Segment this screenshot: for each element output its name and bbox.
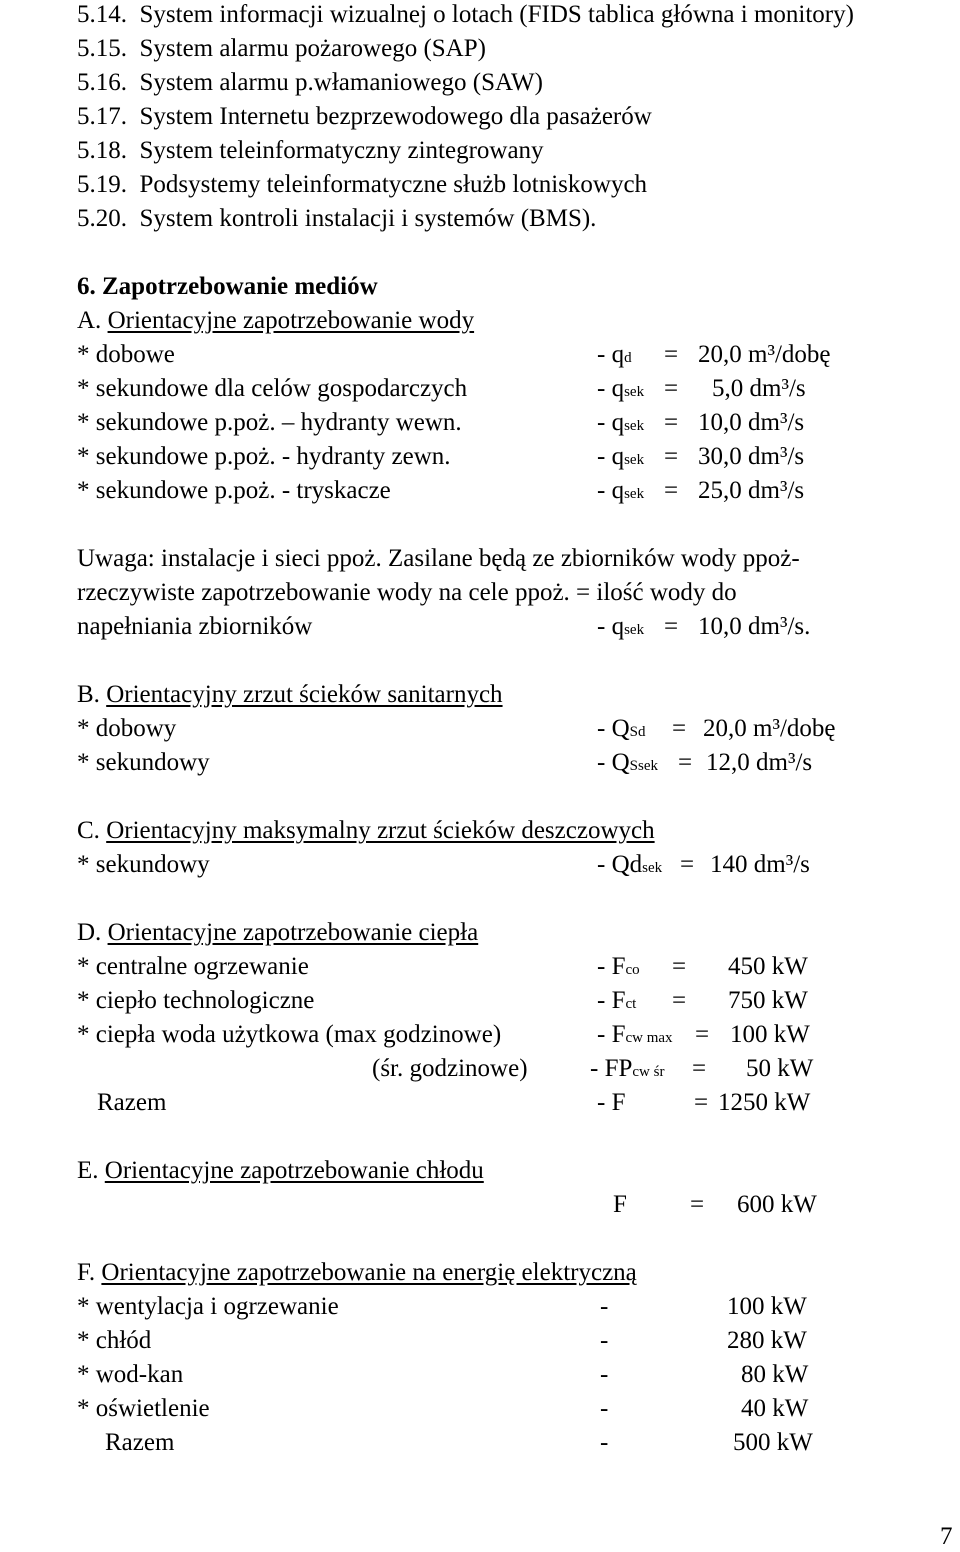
d-row-symbol: - Fcw max xyxy=(597,1021,673,1048)
d-row-label: * ciepła woda użytkowa (max godzinowe) xyxy=(77,1021,502,1048)
c-row-value: 140 dm³/s xyxy=(710,851,810,878)
a-row-value: 20,0 m³/dobę xyxy=(698,341,831,368)
f-row-value: 80 kW xyxy=(741,1361,809,1388)
a-note-eq: = xyxy=(664,613,679,640)
section-a-title: A. Orientacyjne zapotrzebowanie wody xyxy=(77,307,475,334)
a-row-label: * sekundowe p.poż. - tryskacze xyxy=(77,477,391,504)
toc-item: 5.18. System teleinformatyczny zintegrowany xyxy=(77,137,544,164)
a-note-line: Uwaga: instalacje i sieci ppoż. Zasilane będą ze zbiorników wody ppoż- xyxy=(77,545,800,572)
a-row-symbol: - qsek xyxy=(597,409,645,436)
a-row-eq: = xyxy=(664,443,679,470)
section-c-title: C. Orientacyjny maksymalny zrzut ścieków deszczowych xyxy=(77,817,655,844)
b-row-label: * sekundowy xyxy=(77,749,210,776)
a-row-label: * dobowe xyxy=(77,341,175,368)
d-row-value: 100 kW xyxy=(730,1021,810,1048)
f-row-dash: - xyxy=(600,1361,609,1388)
b-row-label: * dobowy xyxy=(77,715,177,742)
c-row-eq: = xyxy=(680,851,695,878)
section-heading: 6. Zapotrzebowanie mediów xyxy=(77,273,378,300)
d-total-value: 1250 kW xyxy=(718,1089,811,1116)
section-b-title: B. Orientacyjny zrzut ścieków sanitarnych xyxy=(77,681,503,708)
a-row-symbol: - qsek xyxy=(597,477,645,504)
a-row-label: * sekundowe p.poż. - hydranty zewn. xyxy=(77,443,451,470)
b-row-eq: = xyxy=(672,715,687,742)
c-row-symbol: - Qdsek xyxy=(597,851,663,878)
a-row-value: 5,0 dm³/s xyxy=(712,375,806,402)
b-row-value: 12,0 dm³/s xyxy=(706,749,813,776)
d-row-eq: = xyxy=(672,987,687,1014)
toc-item: 5.19. Podsystemy teleinformatyczne służb lotniskowych xyxy=(77,171,648,198)
a-row-eq: = xyxy=(664,477,679,504)
d-row-symbol: - FPcw śr xyxy=(590,1055,665,1082)
d-row-value: 450 kW xyxy=(728,953,808,980)
e-symbol: F xyxy=(613,1191,627,1218)
a-row-label: * sekundowe p.poż. – hydranty wewn. xyxy=(77,409,462,436)
a-row-value: 10,0 dm³/s xyxy=(698,409,805,436)
toc-item: 5.14. System informacji wizualnej o lotach (FIDS tablica główna i monitory) xyxy=(77,1,854,28)
a-note-line: napełniania zbiorników xyxy=(77,613,313,640)
toc-item: 5.20. System kontroli instalacji i systemów (BMS). xyxy=(77,205,597,232)
f-row-value: 280 kW xyxy=(727,1327,807,1354)
d-total-symbol: - F xyxy=(597,1089,626,1116)
a-row-value: 25,0 dm³/s xyxy=(698,477,805,504)
d-row-value: 50 kW xyxy=(746,1055,814,1082)
d-row-label: * ciepło technologiczne xyxy=(77,987,315,1014)
f-row-label: * wentylacja i ogrzewanie xyxy=(77,1293,339,1320)
f-row-dash: - xyxy=(600,1293,609,1320)
f-row-value: 100 kW xyxy=(727,1293,807,1320)
d-row-label: * centralne ogrzewanie xyxy=(77,953,309,980)
e-value: 600 kW xyxy=(737,1191,817,1218)
section-d-title: D. Orientacyjne zapotrzebowanie ciepła xyxy=(77,919,479,946)
b-row-symbol: - QSd xyxy=(597,715,646,742)
d-row-eq: = xyxy=(692,1055,707,1082)
a-row-eq: = xyxy=(664,341,679,368)
f-row-label: * oświetlenie xyxy=(77,1395,210,1422)
toc-item: 5.17. System Internetu bezprzewodowego dla pasażerów xyxy=(77,103,652,130)
page-number: 7 xyxy=(940,1523,953,1550)
f-row-dash: - xyxy=(600,1327,609,1354)
d-row-symbol: - Fco xyxy=(597,953,640,980)
d-row-eq: = xyxy=(672,953,687,980)
f-row-label: * wod-kan xyxy=(77,1361,184,1388)
d-total-eq: = xyxy=(694,1089,709,1116)
f-total-label: Razem xyxy=(105,1429,175,1456)
b-row-symbol: - QSsek xyxy=(597,749,658,776)
d-row-eq: = xyxy=(695,1021,710,1048)
d-row-value: 750 kW xyxy=(728,987,808,1014)
a-row-symbol: - qsek xyxy=(597,375,645,402)
d-total-label: Razem xyxy=(97,1089,167,1116)
a-row-label: * sekundowe dla celów gospodarczych xyxy=(77,375,468,402)
b-row-eq: = xyxy=(678,749,693,776)
a-note-line: rzeczywiste zapotrzebowanie wody na cele ppoż. = ilość wody do xyxy=(77,579,737,606)
a-note-symbol: - qsek xyxy=(597,613,645,640)
c-row-label: * sekundowy xyxy=(77,851,210,878)
f-row-value: 40 kW xyxy=(741,1395,809,1422)
f-row-dash: - xyxy=(600,1395,609,1422)
f-total-dash: - xyxy=(600,1429,609,1456)
section-e-title: E. Orientacyjne zapotrzebowanie chłodu xyxy=(77,1157,484,1184)
a-row-eq: = xyxy=(664,375,679,402)
f-row-label: * chłód xyxy=(77,1327,152,1354)
a-row-value: 30,0 dm³/s xyxy=(698,443,805,470)
b-row-value: 20,0 m³/dobę xyxy=(703,715,836,742)
a-row-symbol: - qsek xyxy=(597,443,645,470)
d-row-symbol: - Fct xyxy=(597,987,637,1014)
toc-item: 5.16. System alarmu p.włamaniowego (SAW) xyxy=(77,69,543,96)
f-total-value: 500 kW xyxy=(733,1429,813,1456)
a-row-symbol: - qd xyxy=(597,341,632,368)
d-row-label: (śr. godzinowe) xyxy=(372,1055,528,1082)
e-eq: = xyxy=(690,1191,705,1218)
toc-item: 5.15. System alarmu pożarowego (SAP) xyxy=(77,35,486,62)
section-f-title: F. Orientacyjne zapotrzebowanie na energię elektryczną xyxy=(77,1259,637,1286)
a-note-value: 10,0 dm³/s. xyxy=(698,613,811,640)
a-row-eq: = xyxy=(664,409,679,436)
